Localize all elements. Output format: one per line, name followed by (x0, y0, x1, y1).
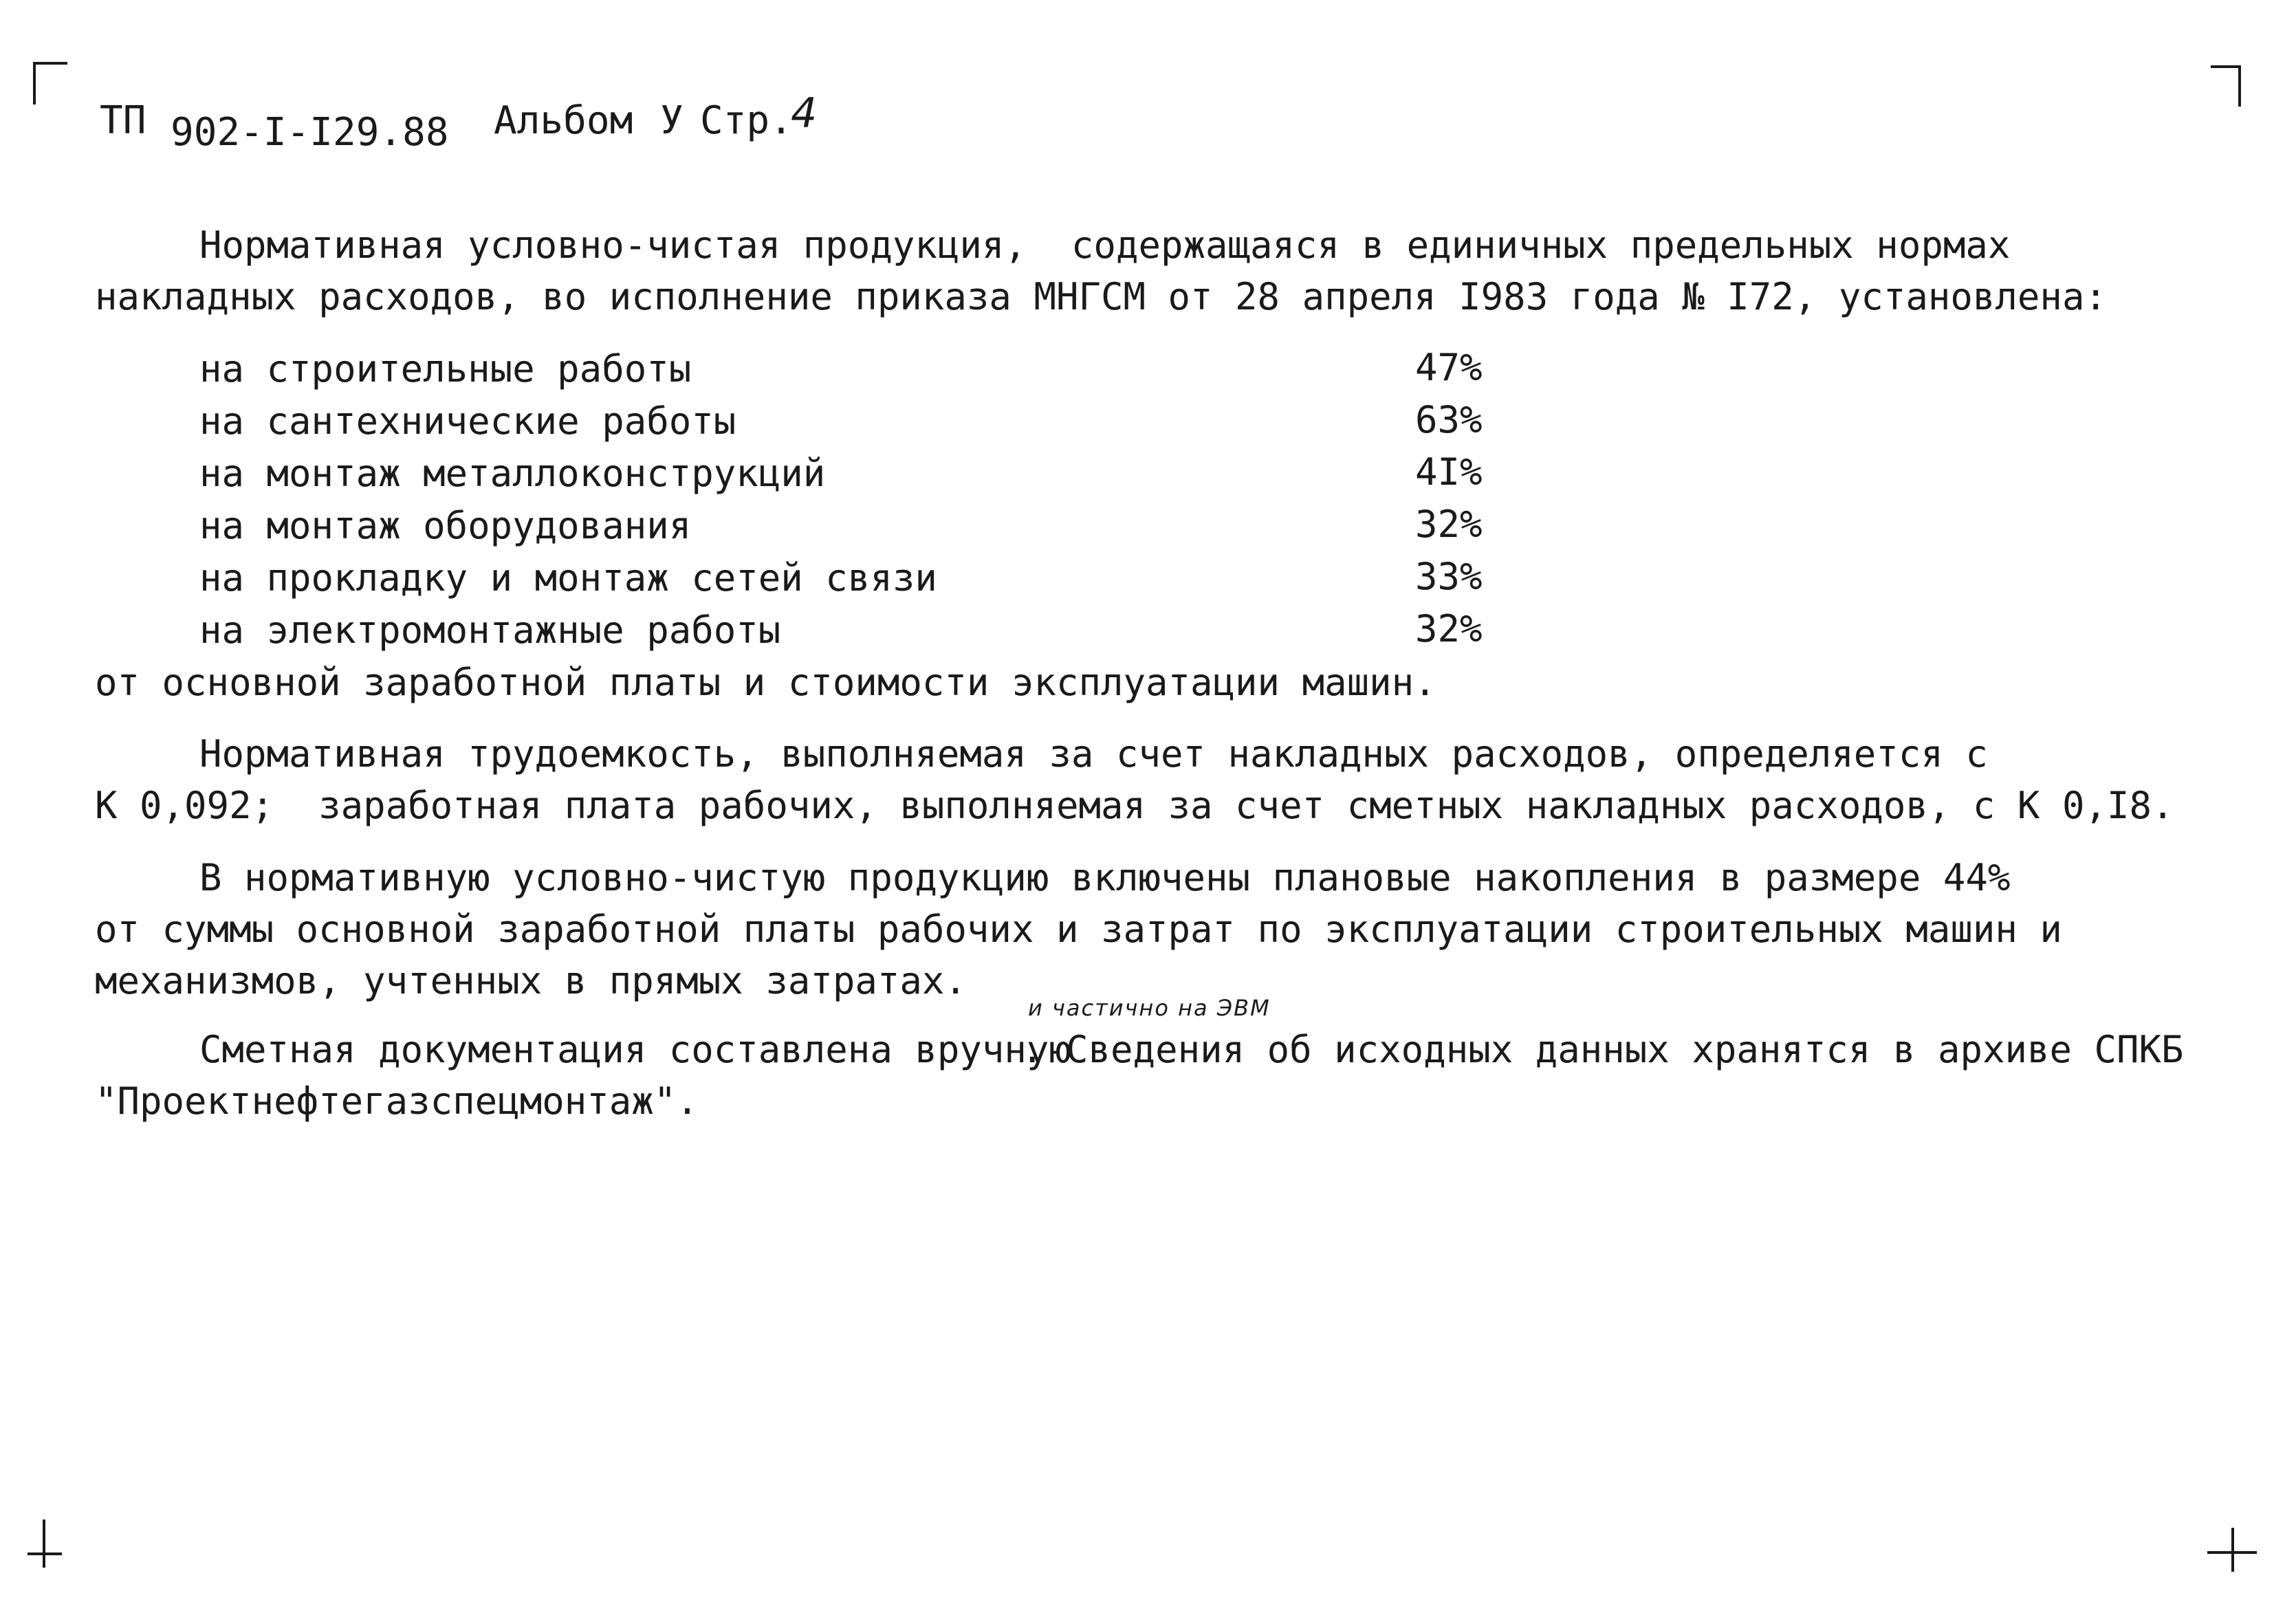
crop-mark-top-right (2238, 65, 2241, 107)
paragraph-1-line-1: Нормативная условно-чистая продукция, содержащаяся в единичных предельных нормах (199, 223, 2011, 267)
rate-value: 4I% (1415, 450, 1483, 494)
paragraph-3-line-3: механизмов, учтенных в прямых затратах. (95, 959, 967, 1002)
crop-mark-top-left (33, 62, 36, 105)
rates-footer: от основной заработной платы и стоимости эксплуатации машин. (95, 661, 1436, 704)
rate-value: 33% (1415, 555, 1483, 598)
crop-mark-bottom-left-bar (28, 1552, 62, 1555)
crop-mark-bottom-right-bar (2207, 1551, 2257, 1554)
crop-mark-bottom-right (2231, 1528, 2234, 1572)
paragraph-4-line-1-start: Сметная документация составлена вручную (199, 1028, 1071, 1071)
crop-mark-bottom-left (43, 1519, 45, 1568)
album-number: У (660, 98, 684, 143)
crop-mark-top-right-bar (2211, 65, 2241, 68)
paragraph-2-line-2: К 0,092; заработная плата рабочих, выполняемая за счет сметных накладных расходов, с К 0,I8. (95, 784, 2174, 827)
paragraph-3-line-2: от суммы основной заработной платы рабочих и затрат по эксплуатации строительных машин и (95, 908, 2062, 951)
rate-label: на строительные работы (199, 347, 692, 391)
paragraph-4-line-1-end: . Сведения об исходных данных хранятся в архиве СПКБ (1021, 1028, 2184, 1071)
rate-label: на монтаж металлоконструкций (199, 452, 826, 495)
paragraph-3-line-1: В нормативную условно-чистую продукцию включены плановые накопления в размере 44% (199, 856, 2011, 899)
paragraph-4-line-2: "Проектнефтегазспецмонтаж". (95, 1079, 699, 1123)
page-label: Стр. (700, 98, 793, 143)
rate-value: 47% (1415, 346, 1483, 389)
rate-value: 32% (1415, 503, 1483, 546)
paragraph-2-line-1: Нормативная трудоемкость, выполняемая за счет накладных расходов, определяется с (199, 732, 1988, 776)
rate-value: 32% (1415, 607, 1483, 650)
rate-label: на электромонтажные работы (199, 608, 781, 652)
page-number: 4 (791, 89, 818, 138)
rate-label: на прокладку и монтаж сетей связи (199, 556, 937, 600)
rate-label: на монтаж оборудования (199, 504, 692, 547)
paragraph-1-line-2: накладных расходов, во исполнение приказа МНГСМ от 28 апреля I983 года № I72, установлена: (95, 275, 2107, 318)
document-code-prefix: ТП (100, 98, 146, 143)
rate-value: 63% (1415, 398, 1483, 441)
document-code-number: 902-I-I29.88 (171, 110, 449, 155)
album-label: Альбом (494, 98, 633, 143)
rate-label: на сантехнические работы (199, 399, 736, 443)
handwritten-insertion: и частично на ЭВМ (1028, 995, 1271, 1021)
crop-mark-top-left-bar (33, 62, 67, 65)
